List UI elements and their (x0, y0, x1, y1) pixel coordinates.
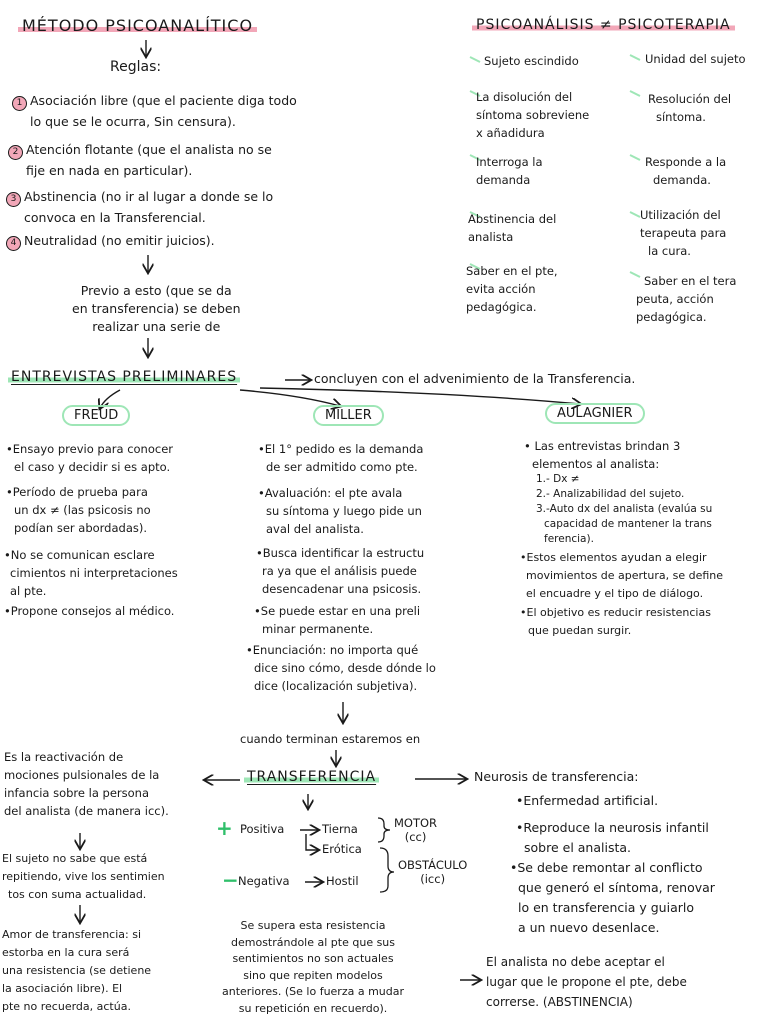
previo-note: Previo a esto (que se da en transferencia) se deben realizar una serie de (72, 283, 241, 334)
list-item: •Reproduce la neurosis infantil sobre el analista. (516, 820, 709, 855)
rule-item (8, 139, 272, 181)
comparison-item: La disolución del síntoma sobreviene x añadidura (476, 90, 590, 140)
list-item: •Enunciación: no importa qué dice sino cómo, desde dónde lo dice (localización subjetiva). (246, 643, 436, 693)
transferencia-definition: Es la reactivación de mociones pulsionales de la infancia sobre la persona del analista (de manera icc). (4, 750, 169, 818)
minus-icon: − (222, 868, 239, 892)
comparison-item: Responde a la demanda. (645, 155, 727, 187)
list-item: •Busca identificar la estructu ra ya que el análisis puede desencadenar una psicosis. (256, 546, 425, 596)
comparison-item: Saber en el pte, evita acción pedagógica. (466, 264, 558, 314)
rule-number: 2 (8, 145, 23, 160)
hostil-label: Hostil (326, 874, 359, 888)
list-item: •Enfermedad artificial. (516, 793, 659, 808)
rule-item (6, 230, 215, 251)
rule-number: 4 (6, 236, 21, 251)
comparison-item: Unidad del sujeto (645, 52, 746, 66)
aulagnier-elements: 1.- Dx ≠ 2.- Analizabilidad del sujeto. 3.-Auto dx del analista (evalúa su capacidad de mantener la trans ferencia). (536, 473, 713, 545)
rules-heading: Reglas: (110, 59, 162, 75)
rule-number: 3 (6, 192, 21, 207)
comparison-item: Sujeto escindido (484, 54, 579, 68)
list-item: •El 1° pedido es la demanda de ser admitido como pte. (258, 442, 424, 474)
comparison-item: Resolución del síntoma. (648, 92, 732, 124)
freud-heading: FREUD (62, 405, 130, 426)
list-item: •Ensayo previo para conocer el caso y decidir si es apto. (6, 442, 174, 474)
list-item: •Avaluación: el pte avala su síntoma y luego pide un aval del analista. (258, 486, 422, 536)
rule-text: convoca en la Transferencial. (24, 210, 206, 225)
list-item: •Propone consejos al médico. (4, 604, 175, 618)
erotica-label: Erótica (322, 842, 362, 856)
entrevistas-conclusion: concluyen con el advenimiento de la Transferencia. (314, 371, 636, 386)
transferencia-title: TRANSFERENCIA (244, 770, 379, 784)
comparison-item: Abstinencia del analista (468, 212, 557, 244)
rule-text: Neutralidad (no emitir juicios). (24, 233, 215, 248)
plus-icon: + (216, 816, 233, 840)
transferencia-lead: cuando terminan estaremos en (240, 732, 421, 746)
rule-text: Atención flotante (que el analista no se (26, 142, 272, 157)
list-item: •Se puede estar en una preli minar permanente. (254, 604, 421, 636)
comparison-item: Saber en el tera peuta, acción pedagógica. (636, 274, 737, 324)
motor-label: MOTOR (cc) (394, 816, 438, 844)
rule-number: 1 (12, 96, 27, 111)
entrevistas-title: ENTREVISTAS PRELIMINARES (8, 370, 240, 384)
comparison-item: Utilización del terapeuta para la cura. (640, 208, 727, 258)
amor-transferencia-note: Amor de transferencia: si estorba en la cura será una resistencia (se detiene la asociación libre). El pte no recuerda, actúa. (2, 928, 152, 1013)
list-item: •El objetivo es reducir resistencias que puedan surgir. (520, 606, 711, 637)
abstinencia-note: El analista no debe aceptar el lugar que le propone el pte, debe correrse. (ABSTINENCIA) (486, 955, 687, 1009)
rule-text: Asociación libre (que el paciente diga todo (30, 93, 297, 108)
aulagnier-heading: AULAGNIER (545, 403, 645, 424)
sujeto-note: El sujeto no sabe que está repitiendo, vive los sentimien tos con suma actualidad. (2, 852, 165, 901)
neurosis-title: Neurosis de transferencia: (474, 769, 639, 784)
list-item: •Se debe remontar al conflicto que generó el síntoma, renovar lo en transferencia y guiarlo a un nuevo desenlace. (510, 860, 715, 935)
tierna-label: Tierna (322, 822, 358, 836)
method-title: MÉTODO PSICOANALÍTICO (18, 18, 257, 34)
list-item: •No se comunican esclare cimientos ni interpretaciones al pte. (4, 548, 178, 598)
rule-text: lo que se le ocurra, Sin censura). (30, 114, 236, 129)
comparison-item: Interroga la demanda (476, 155, 543, 187)
list-item: • Las entrevistas brindan 3 elementos al analista: (524, 439, 681, 471)
negativa-label: Negativa (238, 874, 290, 888)
list-item: •Período de prueba para un dx ≠ (las psicosis no podían ser abordadas). (6, 485, 151, 535)
rule-item (6, 186, 273, 228)
comparison-title: PSICOANÁLISIS ≠ PSICOTERAPIA (472, 18, 735, 32)
positiva-label: Positiva (240, 822, 285, 836)
rule-text: fije en nada en particular). (26, 163, 193, 178)
list-item: •Estos elementos ayudan a elegir movimientos de apertura, se define el encuadre y el tipo de diálogo. (520, 551, 724, 600)
rule-item (12, 90, 297, 132)
rule-text: Abstinencia (no ir al lugar a donde se lo (24, 189, 274, 204)
supera-note: Se supera esta resistencia demostrándole al pte que sus sentimientos no son actuales sino que repiten modelos anteriores. (Se lo fuerza a mudar su repetición en recuerdo). (222, 919, 405, 1015)
obstaculo-label: OBSTÁCULO (icc) (398, 858, 468, 886)
miller-heading: MILLER (313, 405, 384, 426)
